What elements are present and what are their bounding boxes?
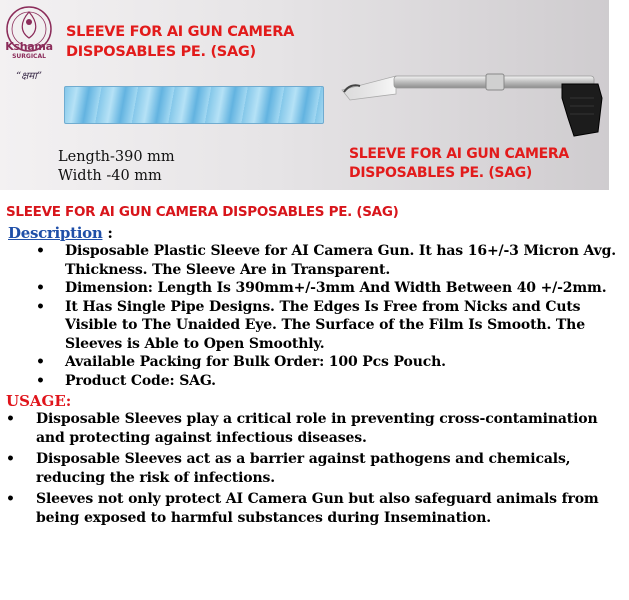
logo-brand: Kshama xyxy=(5,40,53,53)
list-item: • Disposable Sleeves act as a barrier against pathogens and chemicals, reducing the risk of infections. xyxy=(6,451,571,486)
camera-gun-icon xyxy=(336,6,606,146)
list-item: • Dimension: Length Is 390mm+/-3mm And Width Between 40 +/-2mm. xyxy=(36,280,607,296)
length-text: Length-390 mm xyxy=(58,149,175,165)
list-item: • Available Packing for Bulk Order: 100 Pcs Pouch. xyxy=(36,354,446,370)
description-list xyxy=(4,242,624,390)
width-text: Width -40 mm xyxy=(58,168,162,184)
description-link[interactable]: Description xyxy=(8,224,103,242)
list-item: • Disposable Sleeves play a critical role in preventing cross-contamination and protecting against infectious diseases. xyxy=(6,411,598,446)
usage-list xyxy=(4,410,624,527)
bullet-icon: • xyxy=(36,280,45,296)
list-item: • It Has Single Pipe Designs. The Edges Is Free from Nicks and Cuts Visible to The Unaided Eye. The Surface of the Film Is Smooth. The Sleeves is Able to Open Smoothly. xyxy=(36,298,585,352)
banner-title: SLEEVE FOR AI GUN CAMERA DISPOSABLES PE. (SAG) xyxy=(66,24,295,60)
product-heading: SLEEVE FOR AI GUN CAMERA DISPOSABLES PE. (SAG) xyxy=(6,204,399,220)
bullet-icon: • xyxy=(36,372,45,389)
product-banner xyxy=(0,0,609,190)
bullet-icon: • xyxy=(6,451,15,467)
logo-sub: SURGICAL xyxy=(12,53,46,60)
sleeve-image xyxy=(64,86,324,124)
gun-image-title: SLEEVE FOR AI GUN CAMERA DISPOSABLES PE. (SAG) xyxy=(349,146,569,181)
list-item: • Product Code: SAG. xyxy=(36,372,216,389)
bullet-icon: • xyxy=(6,411,15,427)
bullet-icon: • xyxy=(36,243,45,259)
logo-tagline: “क्षमा” xyxy=(16,71,42,82)
bullet-icon: • xyxy=(6,491,15,507)
company-logo xyxy=(2,2,56,98)
product-details xyxy=(4,204,624,530)
list-item: • Sleeves not only protect AI Camera Gun but also safeguard animals from being exposed to harmful substances during Insemination. xyxy=(6,491,599,526)
usage-heading: USAGE: xyxy=(6,392,72,410)
bullet-icon: • xyxy=(36,298,45,315)
sleeve-dimensions xyxy=(58,148,175,186)
description-heading: Description : xyxy=(8,224,113,242)
list-item: • Disposable Plastic Sleeve for AI Camera Gun. It has 16+/-3 Micron Avg. Thickness. The Sleeve Are in Transparent. xyxy=(36,243,617,278)
bullet-icon: • xyxy=(36,354,45,370)
